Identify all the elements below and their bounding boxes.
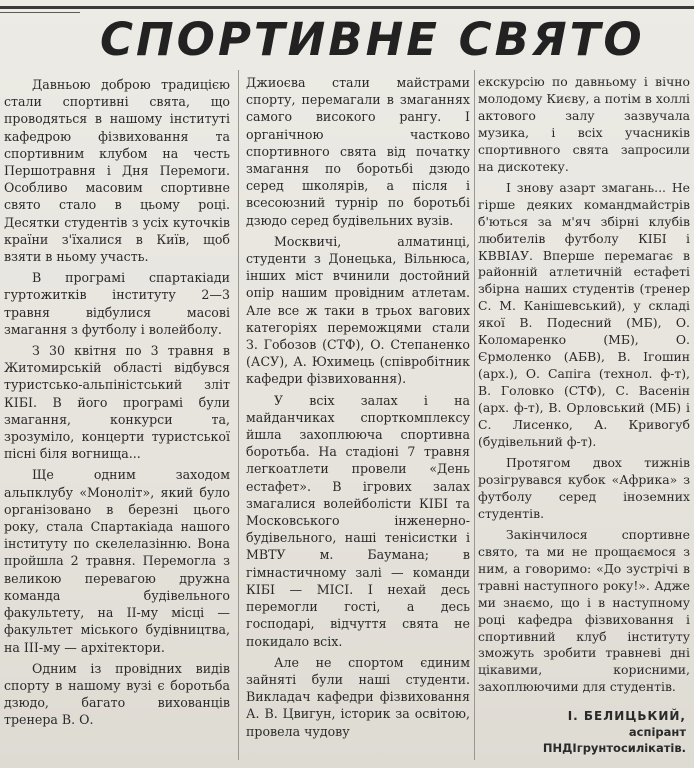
paragraph: Протягом двох тижнів розігрувався кубок «Африка» з футболу серед іноземних студентів. [478,454,690,521]
paragraph: екскурсію по давньому і вічно молодому Києву, а потім в холлі актового залу зазвучала музика, і всіх учасників спортивного свята запросили на дискотеку. [478,74,690,174]
paragraph: У всіх залах і на майданчиках спорткомплексу йшла захоплююча спортивна боротьба. На стадіоні 7 травня легкоатлети провели «День естафет». В ігрових залах змагалися волейболісти КІБІ та Московського інженерно-будівельного, наші тенісистки і МВТУ м. Баумана; в гімнастичному залі — команди КІБІ — МІСІ. І нехай десь перемогли гості, а десь господарі, відчуття свята не покидало всіх. [246,392,470,649]
paragraph: Москвичі, алматинці, студенти з Донецька, Вільнюса, інших міст вчинили достойний опір нашим провідним атлетам. Але все ж таки в трьох вагових категоріях переможцями стали З. Гобозов (СТФ), О. Степаненко (АСУ), А. Юхимець (співробітник кафедри фізвиховання). [246,233,470,387]
article-headline: СПОРТИВНЕ СВЯТО [100,13,645,66]
article-column-1 [4,76,230,733]
author-role: аспірант ПНДІгрунтосилікатів. [542,725,686,755]
left-rule [0,12,80,13]
paragraph: З 30 квітня по 3 травня в Житомирській області відбувся туристсько-альпіністський зліт КІБІ. В його програмі були змагання, конкурси та, зрозуміло, концерти туристської пісні біля вогнища... [4,343,230,462]
paragraph: В програмі спартакіади гуртожитків інституту 2—3 травня відбулися масові змагання з футболу і волейболу. [4,270,230,337]
paragraph: Закінчилося спортивне свято, та ми не прощаємося з ним, а говоримо: «До зустрічі в травні наступного року!». Адже ми знаємо, що і в наступному році кафедра фізвиховання і спортивний клуб інституту зможуть зробити травневі дні цікавими, корисними, захоплюючими для студентів. [478,526,690,695]
paragraph: Одним із провідних видів спорту в нашому вузі є боротьба дзюдо, багато вихованців тренера В. О. [4,660,230,728]
paragraph: Але не спортом єдиним зайняті були наші студенти. Викладач кафедри фізвиховання А. В. Цвигун, історик за освітою, провела чудову [246,654,470,739]
paragraph: Ще одним заходом альпклубу «Моноліт», який було організовано в березні цього року, стала Спартакіада нашого інституту по скелелазінню. Вона пройшла 2 травня. Перемогла з великою перевагою дружна команда будівельного факультету, на II-му місці — факультет міського будівництва, на III-му — архітектори. [4,467,230,655]
paragraph: Джиоєва стали майстрами спорту, перемагали в змаганнях самого високого рангу. І органічною частково спортивного свята від початку змагання по боротьбі дзюдо серед школярів, а після і всесоюзний турнір по боротьбі дзюдо серед будівельних вузів. [246,75,470,228]
article-column-3 [478,74,690,700]
column-divider-2 [474,70,475,760]
author-name: І. БЕЛИЦЬКИЙ, [567,709,686,723]
author-signature [496,708,686,756]
article-column-2 [246,74,470,744]
paragraph: Давньою доброю традицією стали спортивні свята, що проводяться в нашому інституті кафедрою фізвиховання та спортивним клубом на честь Першотравня і Дня Перемоги. Особливо масовим спортивне свято стало в цьому році. Десятки студентів з усіх куточків країни з'їхалися в Київ, щоб взяти в ньому участь. [4,77,230,265]
column-divider-1 [238,70,239,760]
paragraph: І знову азарт змагань... Не гірше деяких командмайстрів б'ються за м'яч збірні клубів любителів футболу КІБІ і КВВІАУ. Вперше перемагає в районній атлетичній естафеті збірна наших студентів (тренер С. М. Канішевський), у складі якої В. Подесний (МБ), О. Коломаренко (МБ), О. Єрмоленко (АБВ), В. Ігошин (арх.), О. Сапіга (технол. ф-т), В. Головко (СТФ), С. Васенін (арх. ф-т), В. Орловський (МБ) і С. Лисенко, А. Кривогуб (будівельний ф-т). [478,179,690,450]
